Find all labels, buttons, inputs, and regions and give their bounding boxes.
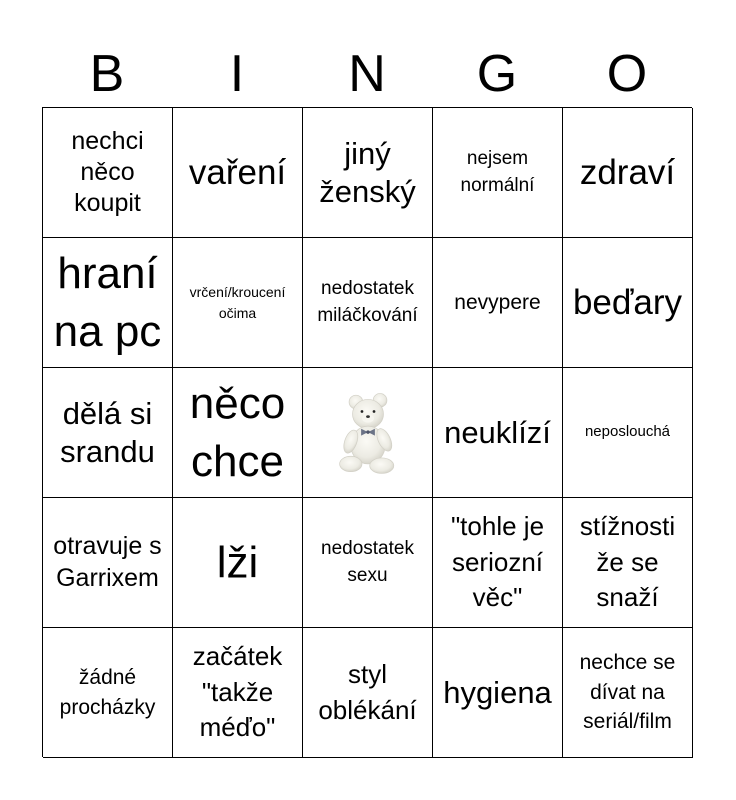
header-letter-b: B — [89, 45, 125, 103]
bingo-cell-label: vrčení/kroucení očima — [189, 284, 286, 321]
bingo-cell-label: začátek "takže méďo" — [192, 641, 283, 743]
bingo-cell-label: hygiena — [443, 674, 552, 710]
bingo-cell-label: hraní na pc — [53, 249, 162, 356]
bingo-cell[interactable] — [43, 628, 173, 758]
bingo-cell[interactable] — [303, 108, 433, 238]
bingo-cell-label: "tohle je seriozní věc" — [450, 511, 545, 613]
bingo-cell-label: nechci něco koupit — [71, 126, 144, 218]
bingo-cell-label: nejsem normální — [460, 147, 535, 196]
bingo-cell[interactable] — [303, 498, 433, 628]
bingo-cell-label: stížnosti že se snaží — [579, 511, 676, 613]
bingo-cell[interactable] — [173, 108, 303, 238]
bingo-cell[interactable] — [563, 108, 693, 238]
bingo-cell[interactable] — [433, 368, 563, 498]
bingo-cell[interactable] — [303, 628, 433, 758]
bingo-cell-label: nechce se dívat na seriál/film — [579, 651, 676, 734]
bingo-cell[interactable] — [433, 498, 563, 628]
bingo-cell[interactable] — [43, 238, 173, 368]
bingo-cell[interactable] — [433, 628, 563, 758]
bingo-cell[interactable] — [173, 628, 303, 758]
bingo-cell-label: lži — [216, 537, 259, 587]
bingo-cell-label: otravuje s Garrixem — [53, 532, 162, 592]
header-letter-i: I — [229, 45, 245, 103]
free-space-cell[interactable] — [303, 368, 433, 498]
bingo-cell-label: žádné procházky — [59, 666, 156, 719]
bingo-cell-label: dělá si srandu — [60, 396, 155, 469]
bingo-cell[interactable] — [173, 498, 303, 628]
bingo-cell[interactable] — [433, 108, 563, 238]
bingo-cell[interactable] — [43, 108, 173, 238]
bingo-cell[interactable] — [43, 368, 173, 498]
bingo-board — [42, 107, 692, 757]
bingo-cell[interactable] — [563, 238, 693, 368]
bingo-cell-label: nevypere — [454, 290, 541, 314]
bingo-cell-label: beďary — [572, 282, 683, 322]
bingo-cell[interactable] — [173, 368, 303, 498]
header-letter-n: N — [348, 45, 386, 103]
bingo-header — [42, 40, 692, 108]
bingo-cell-label: neuklízí — [444, 414, 551, 450]
bingo-cell-label: vaření — [188, 152, 287, 192]
bingo-cell-label: nedostatek sexu — [321, 537, 414, 586]
bingo-cell[interactable] — [303, 238, 433, 368]
bingo-cell[interactable] — [433, 238, 563, 368]
bingo-cell-label: zdraví — [579, 152, 676, 192]
bingo-cell-label: něco chce — [189, 379, 286, 486]
bingo-cell[interactable] — [43, 498, 173, 628]
bingo-cell[interactable] — [563, 498, 693, 628]
header-letter-g: G — [476, 45, 518, 103]
bingo-cell-label: neposlouchá — [584, 423, 671, 441]
bingo-cell-label: styl oblékání — [318, 659, 417, 725]
bingo-cell-label: nedostatek miláčkování — [317, 277, 418, 326]
header-letter-o: O — [606, 45, 648, 103]
bingo-cell-label: jiný ženský — [319, 136, 416, 209]
bingo-cell[interactable] — [563, 368, 693, 498]
bingo-cell[interactable] — [563, 628, 693, 758]
bingo-cell[interactable] — [173, 238, 303, 368]
teddy-bear-icon — [325, 390, 411, 476]
